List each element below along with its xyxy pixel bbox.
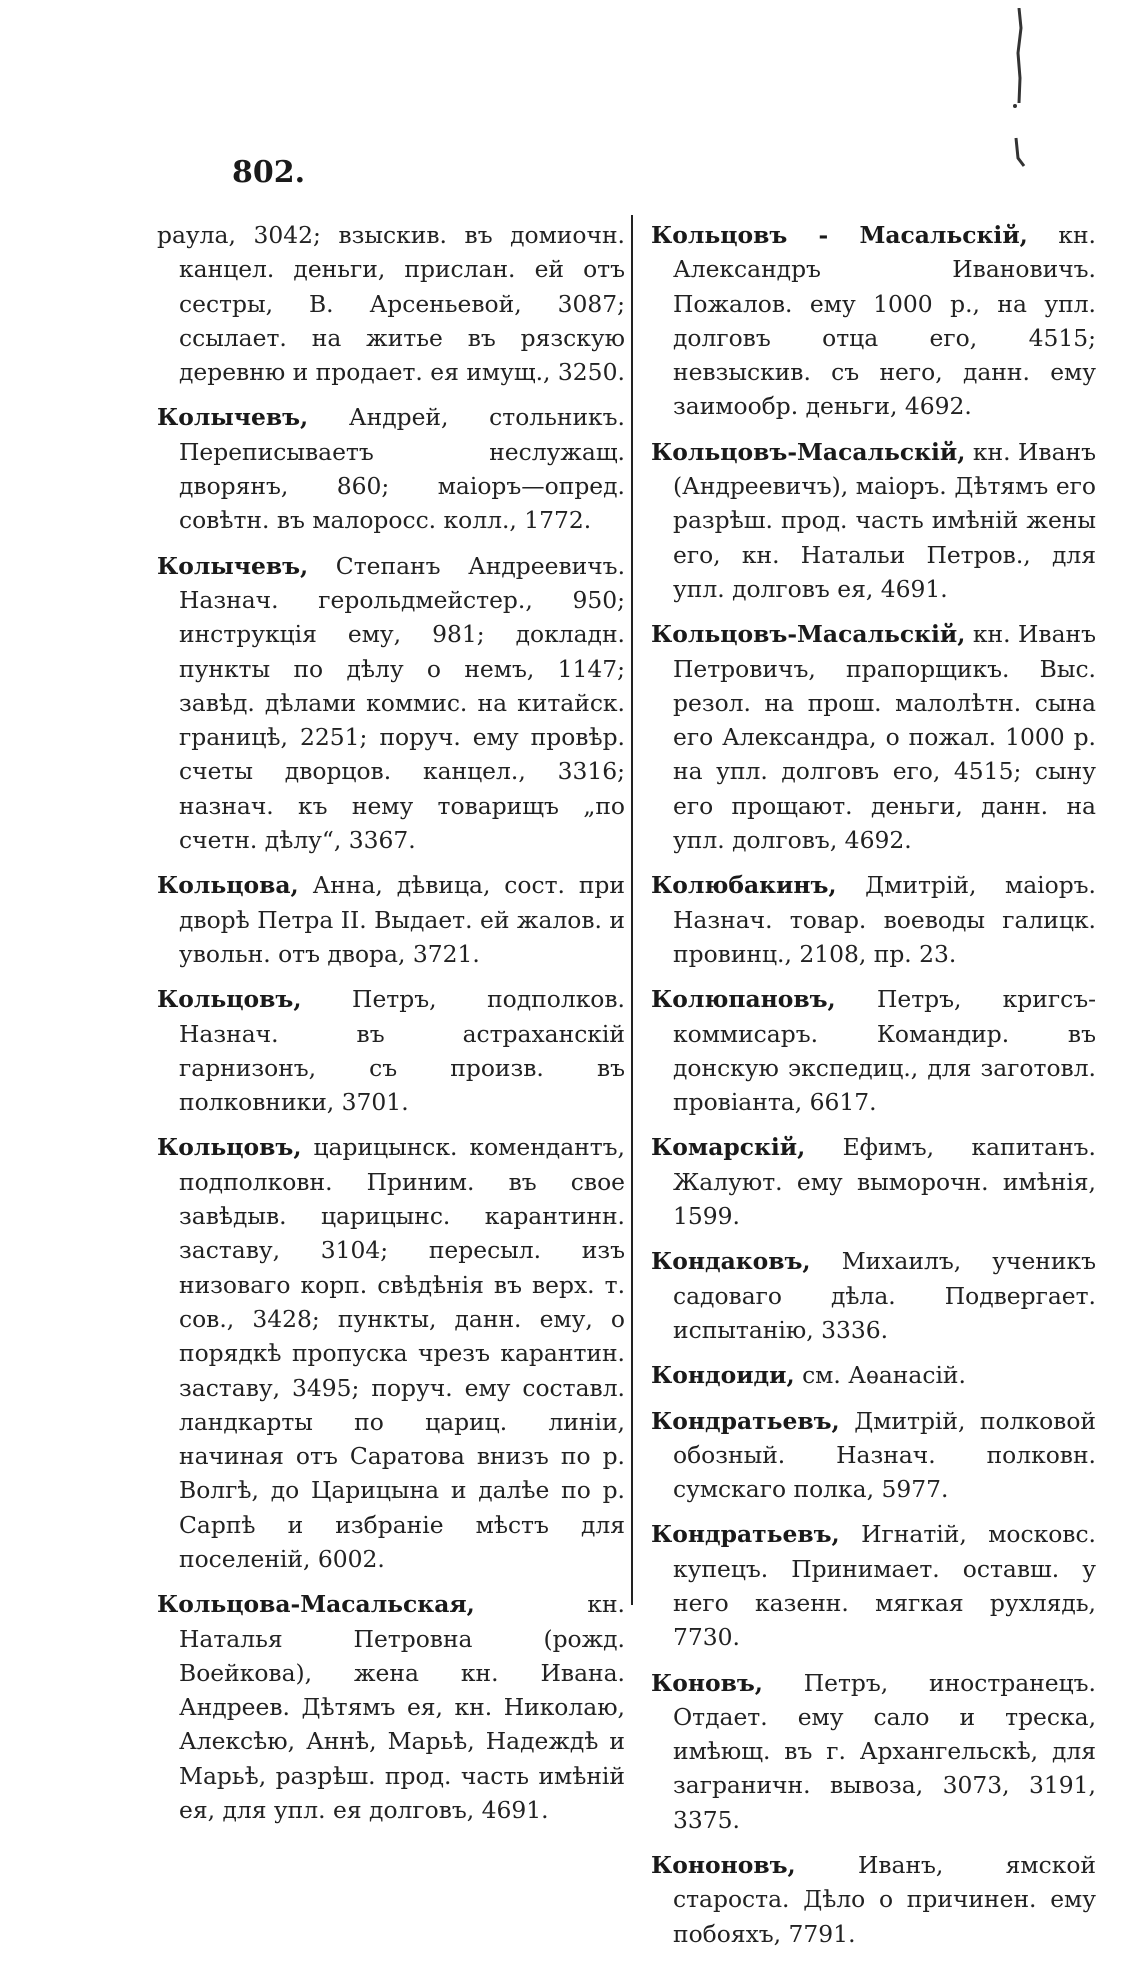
entry-text: кн. Александръ Ивановичъ. Пожалов. ему 1000 р., на упл. долговъ отца его, 4515; невзыскив. съ него, данн. ему заимообр. деньги, 4692.: [673, 221, 1096, 421]
index-entry: [651, 218, 1096, 424]
entry-text: кн. Иванъ Петровичъ, прапорщикъ. Выс. резол. на прош. малолѣтн. сына его Александра, о пожал. 1000 р. на упл. долговъ его, 4515; сыну его прощают. деньги, данн. на упл. долговъ, 4692.: [673, 620, 1096, 855]
index-entry: [157, 549, 625, 858]
entry-heading: Кольцовъ,: [157, 1133, 302, 1162]
entry-heading: Кольцовъ-Масальскій,: [651, 437, 966, 466]
right-column: [651, 218, 1096, 1962]
index-entry: [651, 1130, 1096, 1233]
index-entry: [157, 868, 625, 971]
column-divider: [631, 215, 633, 1605]
entry-heading: Колюбакинъ,: [651, 871, 837, 900]
entry-text: Андрей, стольникъ. Переписываетъ неслужащ. дворянъ, 860; маіоръ—опред. совѣтн. въ малоросс. колл., 1772.: [179, 403, 625, 535]
entry-text: Михаилъ, ученикъ садоваго дѣла. Подвергает. испытанію, 3336.: [673, 1247, 1096, 1344]
entry-heading: Кондратьевъ,: [651, 1520, 840, 1549]
index-entry: [651, 1666, 1096, 1837]
index-entry: [651, 617, 1096, 857]
entry-heading: Кондоиди,: [651, 1361, 795, 1390]
index-entry: [157, 982, 625, 1119]
entry-text: царицынск. комендантъ, подполковн. Приним. въ свое завѣдыв. царицынс. карантинн. заставу, 3104; пересыл. изъ низоваго корп. свѣдѣнія въ верх. т. сов., 3428; пункты, данн. ему, о порядкѣ пропуска чрезъ карантин. заставу, 3495; поруч. ему составл. ландкарты по цариц. линіи, начиная отъ Саратова внизъ по р. Волгѣ, до Царицына и далѣе по р. Сарпѣ и избраніе мѣстъ для поселеній, 6002.: [179, 1133, 625, 1573]
entry-text: см. Аѳанасій.: [802, 1361, 966, 1390]
entry-text: Степанъ Андреевичъ. Назнач. герольдмейстер., 950; инструкція ему, 981; докладн. пункты по дѣлу о немъ, 1147; завѣд. дѣлами коммис. на китайск. границѣ, 2251; поруч. ему провѣр. счеты дворцов. канцел., 3316; назнач. къ нему товарищъ „по счетн. дѣлу“, 3367.: [179, 551, 626, 855]
entry-heading: Кононовъ,: [651, 1851, 796, 1880]
entry-text: Ефимъ, капитанъ. Жалуют. ему выморочн. имѣнія, 1599.: [673, 1133, 1096, 1231]
index-entry: [157, 1587, 625, 1827]
entry-text: Иванъ, ямской староста. Дѣло о причинен. ему побояхъ, 7791.: [673, 1851, 1096, 1948]
index-entry: [651, 1244, 1096, 1347]
entry-heading: Кольцовъ-Масальскій,: [651, 620, 966, 649]
page-number: 802.: [232, 155, 306, 190]
index-entry: [651, 868, 1096, 971]
entry-heading: Кондаковъ,: [651, 1247, 811, 1276]
entry-text: раула, 3042; взыскив. въ домиочн. канцел. деньги, прислан. ей отъ сестры, В. Арсеньевой, 3087; ссылает. на житье въ рязскую деревню и продает. ея имущ., 3250.: [157, 221, 625, 387]
index-entry: [157, 1130, 625, 1576]
index-entry: [651, 435, 1096, 606]
entry-text: Дмитрій, маіоръ. Назнач. товар. воеводы галицк. провинц., 2108, пр. 23.: [673, 871, 1096, 968]
index-entry: [157, 400, 625, 537]
index-entry: [651, 1517, 1096, 1654]
entry-heading: Колычевъ,: [157, 403, 309, 432]
entry-heading: Кольцова,: [157, 871, 299, 900]
entry-heading: Кольцова-Масальская,: [157, 1590, 475, 1619]
entry-text: кн. Иванъ (Андреевичъ), маіоръ. Дѣтямъ его разрѣш. прод. часть имѣній жены его, кн. Натальи Петров., для упл. долговъ ея, 4691.: [673, 437, 1096, 603]
entry-heading: Комарскій,: [651, 1133, 806, 1162]
index-entry: [651, 1404, 1096, 1507]
entry-heading: Кольцовъ - Масальскій,: [651, 221, 1028, 249]
entry-heading: Кондратьевъ,: [651, 1406, 840, 1435]
entry-heading: Колычевъ,: [157, 551, 309, 580]
entry-text: Игнатій, московс. купецъ. Принимает. оставш. у него казенн. мягкая рухлядь, 7730.: [673, 1520, 1096, 1652]
index-entry: [157, 218, 625, 389]
entry-heading: Колюпановъ,: [651, 985, 836, 1014]
entry-text: Дмитрій, полковой обозный. Назнач. полковн. сумскаго полка, 5977.: [673, 1406, 1096, 1504]
entry-text: кн. Наталья Петровна (рожд. Воейкова), жена кн. Ивана. Андреев. Дѣтямъ ея, кн. Николаю, Алексѣю, Аннѣ, Марьѣ, Надеждѣ и Марьѣ, разрѣш. прод. часть имѣній ея, для упл. ея долговъ, 4691.: [179, 1590, 625, 1825]
index-entry: [651, 982, 1096, 1119]
index-entry: [651, 1848, 1096, 1951]
margin-pencil-mark: [1012, 8, 1026, 168]
entry-heading: Кольцовъ,: [157, 985, 302, 1014]
entry-heading: Коновъ,: [651, 1668, 763, 1697]
entry-text: Петръ, подполков. Назнач. въ астраханскій гарнизонъ, съ произв. въ полковники, 3701.: [179, 985, 625, 1117]
entry-text: Петръ, иностранецъ. Отдает. ему сало и треска, имѣющ. въ г. Архангельскѣ, для заграничн. вывоза, 3073, 3191, 3375.: [673, 1668, 1096, 1834]
entry-text: Петръ, кригсъ-коммисаръ. Командир. въ донскую экспедиц., для заготовл. провіанта, 6617.: [673, 985, 1096, 1117]
entry-text: Анна, дѣвица, сост. при дворѣ Петра II. Выдает. ей жалов. и увольн. отъ двора, 3721.: [179, 871, 625, 968]
index-entry: [651, 1358, 1096, 1392]
left-column: [157, 218, 625, 1838]
